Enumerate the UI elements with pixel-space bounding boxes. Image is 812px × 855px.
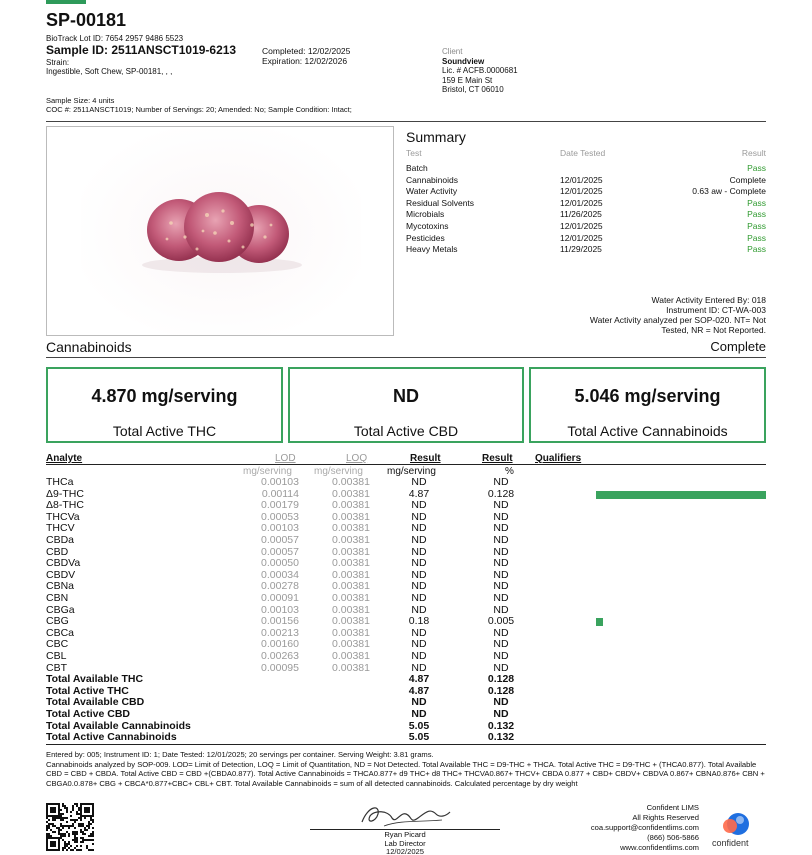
col-lod: LOD (275, 453, 296, 464)
cell-pct: ND (493, 708, 509, 720)
cell-analyte: Total Active CBD (46, 708, 131, 720)
cell-pct: 0.128 (487, 684, 515, 697)
cell-lod: 0.00053 (261, 510, 299, 523)
summary-test: Mycotoxins (406, 221, 449, 231)
total-label: Total Active Cannabinoids (567, 423, 728, 439)
footer-line-2: Cannabinoids analyzed by SOP-009. LOD= Limit of Detection, LOQ = Limit of Quantitation, ND = Not Detected. Total Available THC = D9-THC + THCA. Total Active THC = D9-THC + (THCA0.877). Total Available CBD = CBD + CBDA. Total Active CBD = CBD +(CBDA0.877). Total Active Cannabinoids = THCA0.877+ d9 THC+ d8 THC+ THCVA0.867+ THCV+ CBDA 0.877 + CBD+ CBDV+ CBDVA 0.867+ CBNA0.876+ CBN + CBGA0.0.878+ CBG + CBCA*0.877+CBC+ CBL+ CBT. Total Available Cannabinoids = sum of all detected cannabinoids. Calculated percentage by dry weight (46, 759, 765, 788)
cell-lod: 0.00263 (261, 650, 299, 662)
cell-analyte: CBDVa (46, 557, 81, 570)
summary-header-test: Test (406, 148, 422, 158)
cell-analyte: Total Available CBD (46, 696, 145, 709)
cell-pct: ND (493, 499, 509, 512)
summary-test: Heavy Metals (406, 244, 458, 255)
cell-loq: 0.00381 (332, 661, 370, 674)
summary-date: 12/01/2025 (560, 232, 603, 243)
cell-lod: 0.00114 (261, 487, 299, 500)
cell-result: 4.87 (408, 684, 430, 697)
sample-size-block (46, 96, 352, 114)
cell-result: ND (411, 696, 427, 709)
signature-image (310, 800, 500, 830)
summary-result: Complete (729, 174, 766, 185)
cell-loq: 0.00381 (332, 545, 370, 558)
cell-analyte: Total Active THC (46, 684, 129, 697)
lims-website[interactable]: www.confidentlims.com (620, 843, 699, 852)
sample-id: Sample ID: 2511ANSCT1019-6213 (46, 43, 237, 57)
gummies-image (47, 127, 395, 337)
cell-loq: 0.00381 (332, 626, 370, 639)
cell-loq: 0.00381 (332, 568, 370, 581)
cell-result: ND (411, 510, 427, 523)
cell-loq: 0.00381 (332, 499, 370, 512)
qr-code-graphic (46, 803, 94, 851)
cell-pct: 0.128 (487, 487, 515, 500)
client-street: 159 E Main St (442, 75, 493, 85)
cell-result: 4.87 (408, 487, 430, 500)
cell-analyte: Total Available Cannabinoids (46, 719, 191, 732)
cell-result: ND (411, 638, 427, 651)
total-value: 5.046 mg/serving (574, 386, 721, 406)
lims-email[interactable]: coa.support@confidentlims.com (590, 823, 699, 832)
cell-analyte: Δ9-THC (46, 487, 84, 500)
cell-result: ND (411, 650, 427, 662)
lims-phone: (866) 506-5866 (647, 833, 699, 842)
footer-line-1: Entered by: 005; Instrument ID: 1; Date Tested: 12/01/2025; 20 servings per container. Serving Weight: 3.81 grams. (46, 750, 434, 759)
qualifier-bar (596, 618, 603, 626)
col-analyte: Analyte (46, 453, 83, 464)
unit-pct: % (505, 466, 514, 477)
summary-test: Pesticides (406, 232, 445, 243)
cell-analyte: CBNa (46, 580, 75, 593)
biotrack-lot-id: BioTrack Lot ID: 7654 2957 9486 5523 (46, 34, 184, 43)
cell-pct: ND (493, 626, 509, 639)
summary-header-result: Result (741, 148, 766, 158)
cell-analyte: CBN (46, 592, 69, 604)
summary-test: Water Activity (406, 186, 458, 197)
summary-test: Residual Solvents (406, 197, 475, 208)
cell-pct: 0.132 (487, 719, 515, 732)
cell-lod: 0.00179 (261, 499, 299, 512)
cell-lod: 0.00103 (261, 603, 299, 616)
summary-title: Summary (406, 129, 466, 145)
cell-pct: ND (493, 661, 509, 674)
cell-lod: 0.00160 (261, 638, 299, 651)
cell-pct: ND (493, 592, 509, 604)
col-result-pct: Result (482, 453, 513, 464)
cell-pct: ND (493, 557, 509, 570)
cell-result: 5.05 (408, 719, 430, 732)
cell-loq: 0.00381 (332, 534, 370, 546)
summary-date: 12/01/2025 (560, 186, 603, 197)
cell-pct: ND (493, 545, 509, 558)
cell-lod: 0.00095 (261, 661, 299, 674)
total-row (46, 732, 526, 744)
cannabinoids-divider (46, 357, 766, 358)
cell-result: 4.87 (408, 673, 430, 686)
cell-lod: 0.00050 (261, 557, 299, 570)
cell-analyte: CBDV (46, 568, 76, 581)
table-bottom-divider (46, 744, 766, 745)
summary-date: 11/29/2025 (560, 244, 602, 255)
cell-result: ND (411, 592, 427, 604)
total-row (46, 709, 526, 721)
cell-pct: ND (493, 696, 509, 709)
top-accent-bar (46, 0, 86, 4)
cell-pct: ND (493, 534, 509, 546)
lims-rights: All Rights Reserved (632, 813, 699, 822)
cell-pct: ND (493, 650, 509, 662)
summary-result: Pass (747, 221, 766, 231)
cell-analyte: CBG (46, 615, 69, 628)
cell-lod: 0.00156 (261, 615, 299, 628)
summary-test: Batch (406, 163, 428, 173)
cell-pct: ND (493, 510, 509, 523)
logo-text: confident (712, 838, 749, 848)
cell-loq: 0.00381 (332, 487, 370, 500)
cell-result: ND (411, 661, 427, 674)
cannabinoids-title: Cannabinoids (46, 339, 132, 355)
cell-lod: 0.00034 (261, 568, 299, 581)
header-divider (46, 121, 766, 122)
cell-loq: 0.00381 (332, 592, 370, 604)
cell-analyte: CBDa (46, 534, 75, 546)
cell-lod: 0.00057 (261, 534, 299, 546)
coc-line: COC #: 2511ANSCT1019; Number of Servings: 20; Amended: No; Sample Condition: Intact; (46, 105, 352, 114)
logo-graphic (712, 812, 762, 838)
wa-note-line: Water Activity Entered By: 018 (651, 295, 766, 305)
cell-pct: ND (493, 603, 509, 616)
cell-pct: ND (493, 568, 509, 581)
summary-result: Pass (747, 209, 766, 220)
total-active-cannabinoids-box (529, 367, 766, 443)
cell-analyte: Total Available THC (46, 673, 144, 686)
cell-loq: 0.00381 (332, 638, 370, 651)
client-block (442, 47, 518, 95)
col-loq: LOQ (346, 453, 368, 464)
table-header-divider (46, 464, 766, 465)
lims-contact (591, 803, 699, 853)
analyte-row (46, 477, 526, 489)
summary-header-date: Date Tested (560, 148, 606, 158)
cell-analyte: CBC (46, 638, 69, 651)
cell-loq: 0.00381 (332, 603, 370, 616)
cell-pct: 0.005 (487, 615, 515, 628)
wa-note-line: Tested, NR = Not Reported. (661, 325, 766, 335)
wa-note-line: Instrument ID: CT-WA-003 (666, 305, 766, 315)
cell-result: ND (411, 476, 427, 488)
cell-analyte: THCa (46, 476, 74, 488)
cell-loq: 0.00381 (332, 522, 370, 535)
summary-result: Pass (747, 163, 766, 173)
wa-note-line: Water Activity analyzed per SOP-020. NT= Not (589, 315, 766, 325)
qr-code-icon[interactable] (46, 803, 94, 851)
col-result: Result (410, 453, 441, 464)
cell-pct: 0.128 (487, 673, 515, 686)
cell-loq: 0.00381 (332, 650, 370, 662)
summary-result: 0.63 aw - Complete (692, 186, 766, 197)
client-label: Client (442, 47, 463, 56)
cell-result: 5.05 (408, 731, 430, 744)
cell-result: ND (411, 557, 427, 570)
cell-lod: 0.00103 (261, 522, 299, 535)
cannabinoids-status: Complete (710, 339, 766, 354)
summary-result: Pass (747, 232, 766, 243)
total-active-cbd-box (288, 367, 524, 443)
summary-test: Cannabinoids (406, 174, 458, 185)
client-name: Soundview (442, 56, 485, 66)
cell-result: ND (411, 499, 427, 512)
cell-result: ND (411, 534, 427, 546)
cell-analyte: THCVa (46, 510, 80, 523)
cell-analyte: CBT (46, 661, 67, 674)
cell-lod: 0.00103 (261, 476, 299, 488)
summary-test: Microbials (406, 209, 445, 220)
signature-graphic (310, 800, 500, 830)
signer-block (310, 831, 500, 855)
summary-date: 12/01/2025 (560, 174, 603, 185)
cell-result: ND (411, 568, 427, 581)
product-image (46, 126, 394, 336)
strain-value: Ingestible, Soft Chew, SP-00181, , , (46, 67, 173, 76)
cell-pct: ND (493, 580, 509, 593)
cell-pct: 0.132 (487, 731, 515, 744)
cell-result: ND (411, 580, 427, 593)
analyte-row (46, 535, 526, 547)
summary-date: 11/26/2025 (560, 209, 602, 220)
product-title: SP-00181 (46, 10, 127, 30)
total-value: 4.870 mg/serving (91, 386, 238, 406)
cell-loq: 0.00381 (332, 557, 370, 570)
completed-date: Completed: 12/02/2025 (262, 46, 351, 56)
cell-result: ND (411, 522, 427, 535)
dates-block (262, 46, 350, 66)
cell-lod: 0.00091 (261, 592, 299, 604)
water-activity-note (526, 295, 766, 335)
cell-analyte: CBGa (46, 603, 75, 616)
cell-analyte: Total Active Cannabinoids (46, 731, 177, 744)
unit-lod: mg/serving (243, 466, 292, 477)
lims-name: Confident LIMS (646, 803, 699, 812)
cell-analyte: Δ8-THC (46, 499, 84, 512)
cell-pct: ND (493, 638, 509, 651)
summary-date: 12/01/2025 (560, 197, 603, 208)
cell-analyte: CBL (46, 650, 67, 662)
cell-lod: 0.00213 (261, 626, 299, 639)
signer-name: Ryan Picard (384, 830, 426, 839)
cell-pct: ND (493, 476, 509, 488)
client-city: Bristol, CT 06010 (442, 85, 504, 94)
summary-date: 12/01/2025 (560, 221, 603, 231)
cell-analyte: CBD (46, 545, 69, 558)
cell-loq: 0.00381 (332, 580, 370, 593)
cell-analyte: THCV (46, 522, 75, 535)
analyte-row (46, 593, 526, 605)
total-label: Total Active CBD (353, 423, 459, 439)
unit-loq: mg/serving (314, 466, 363, 477)
cell-result: ND (411, 626, 427, 639)
qualifier-bar (596, 491, 766, 499)
strain-block (46, 58, 172, 76)
cell-loq: 0.00381 (332, 510, 370, 523)
client-license: Lic. # ACFB.0000681 (442, 66, 518, 75)
summary-result: Pass (747, 197, 766, 208)
cell-result: ND (411, 545, 427, 558)
signer-date: 12/02/2025 (385, 847, 424, 855)
cell-analyte: CBCa (46, 626, 75, 639)
analyte-row (46, 651, 526, 663)
summary-result: Pass (747, 244, 766, 255)
cell-result: 0.18 (408, 615, 430, 628)
cell-lod: 0.00057 (261, 545, 299, 558)
sample-size: Sample Size: 4 units (46, 96, 115, 105)
signer-title: Lab Director (384, 838, 426, 848)
expiration-date: Expiration: 12/02/2026 (262, 56, 348, 66)
unit-result: mg/serving (387, 466, 436, 477)
total-label: Total Active THC (112, 423, 217, 439)
col-qualifiers: Qualifiers (535, 453, 582, 464)
strain-label: Strain: (46, 58, 70, 67)
footer-notes (46, 750, 766, 788)
total-value: ND (393, 386, 419, 406)
cell-loq: 0.00381 (332, 476, 370, 488)
cell-result: ND (411, 708, 427, 720)
cell-pct: ND (493, 522, 509, 535)
cell-result: ND (411, 603, 427, 616)
cell-loq: 0.00381 (332, 615, 370, 628)
cell-lod: 0.00278 (261, 580, 299, 593)
total-active-thc-box (46, 367, 283, 443)
